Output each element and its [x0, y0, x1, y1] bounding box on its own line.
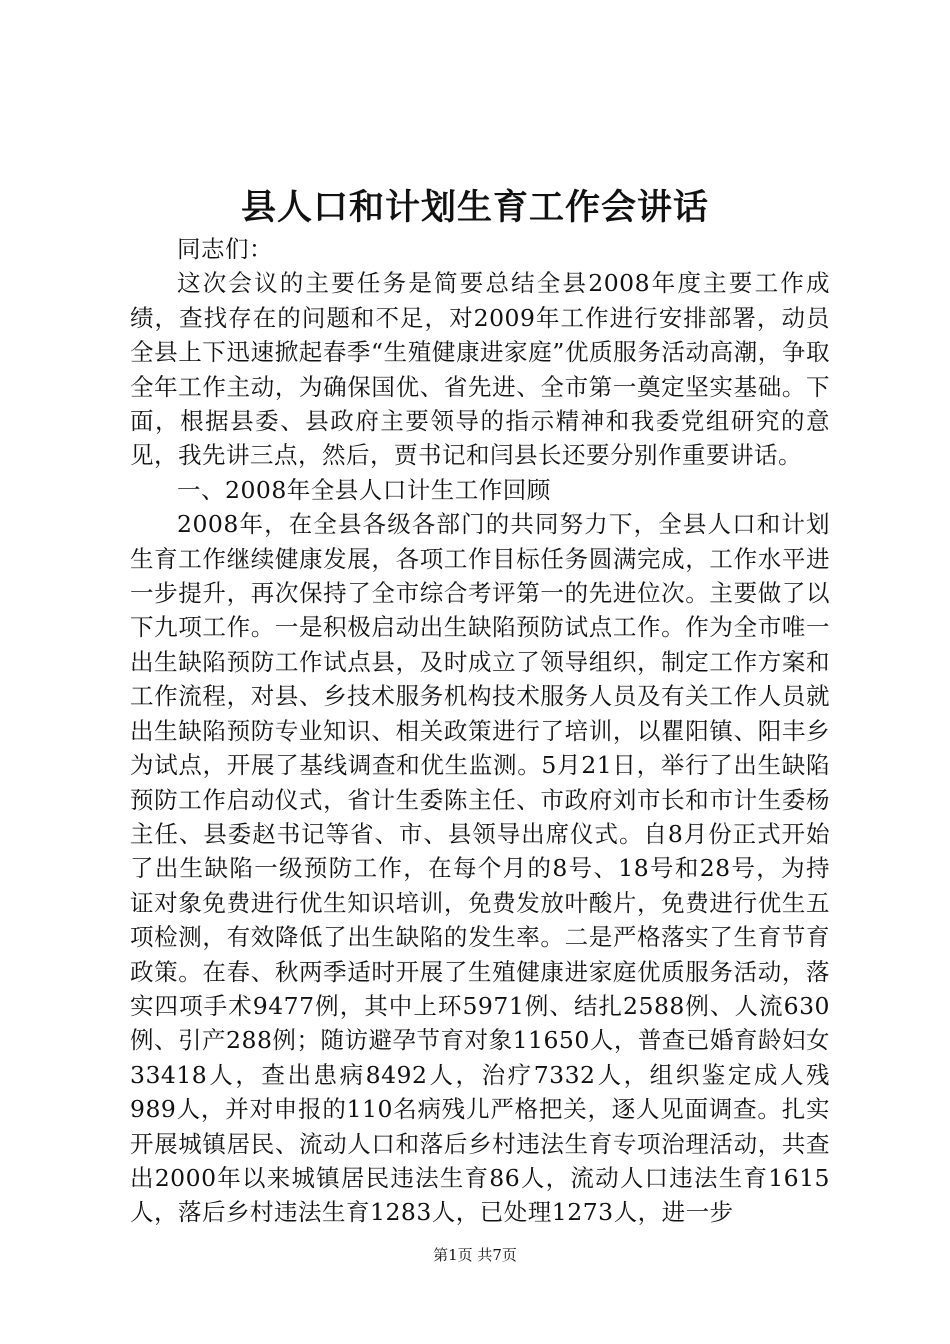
salutation: 同志们： — [177, 235, 273, 263]
paragraph-intro: 这次会议的主要任务是简要总结全县2008年度主要工作成绩，查找存在的问题和不足，对2009年工作进行安排部署，动员全县上下迅速掀起春季“生殖健康进家庭”优质服务活动高潮，争取全年工作主动，为确保国优、省先进、全市第一奠定坚实基础。下面，根据县委、县政府主要领导的指示精神和我委党组研究的意见，我先讲三点，然后，贾书记和闫县长还要分别作重要讲话。 — [130, 269, 830, 470]
paragraph-review: 2008年，在全县各级各部门的共同努力下，全县人口和计划生育工作继续健康发展，各项工作目标任务圆满完成，工作水平进一步提升，再次保持了全市综合考评第一的先进位次。主要做了以下九项工作。一是积极启动出生缺陷预防试点工作。作为全市唯一出生缺陷预防工作试点县，及时成立了领导组织，制定工作方案和工作流程，对县、乡技术服务机构技术服务人员及有关工作人员就出生缺陷预防专业知识、相关政策进行了培训，以瞿阳镇、阳丰乡为试点，开展了基线调查和优生监测。5月21日，举行了出生缺陷预防工作启动仪式，省计生委陈主任、市政府刘市长和市计生委杨主任、县委赵书记等省、市、县领导出席仪式。自8月份正式开始了出生缺陷一级预防工作，在每个月的8号、18号和28号，为持证对象免费进行优生知识培训，免费发放叶酸片，免费进行优生五项检测，有效降低了出生缺陷的发生率。二是严格落实了生育节育政策。在春、秋两季适时开展了生殖健康进家庭优质服务活动，落实四项手术9477例，其中上环5971例、结扎2588例、人流630例、引产288例；随访避孕节育对象11650人，普查已婚育龄妇女33418人，查出患病8492人，治疗7332人，组织鉴定成人残989人，并对申报的110名病残儿严格把关，逐人见面调查。扎实开展城镇居民、流动人口和落后乡村违法生育专项治理活动，共查出2000年以来城镇居民违法生育86人，流动人口违法生育1615人，落后乡村违法生育1283人，已处理1273人，进一步 — [130, 510, 830, 1227]
document-body — [130, 232, 830, 1230]
section-heading: 一、2008年全县人口计生工作回顾 — [177, 475, 551, 504]
document-title: 县人口和计划生育工作会讲话 — [240, 187, 709, 228]
page-number-footer: 第1页 共7页 — [433, 1246, 517, 1264]
